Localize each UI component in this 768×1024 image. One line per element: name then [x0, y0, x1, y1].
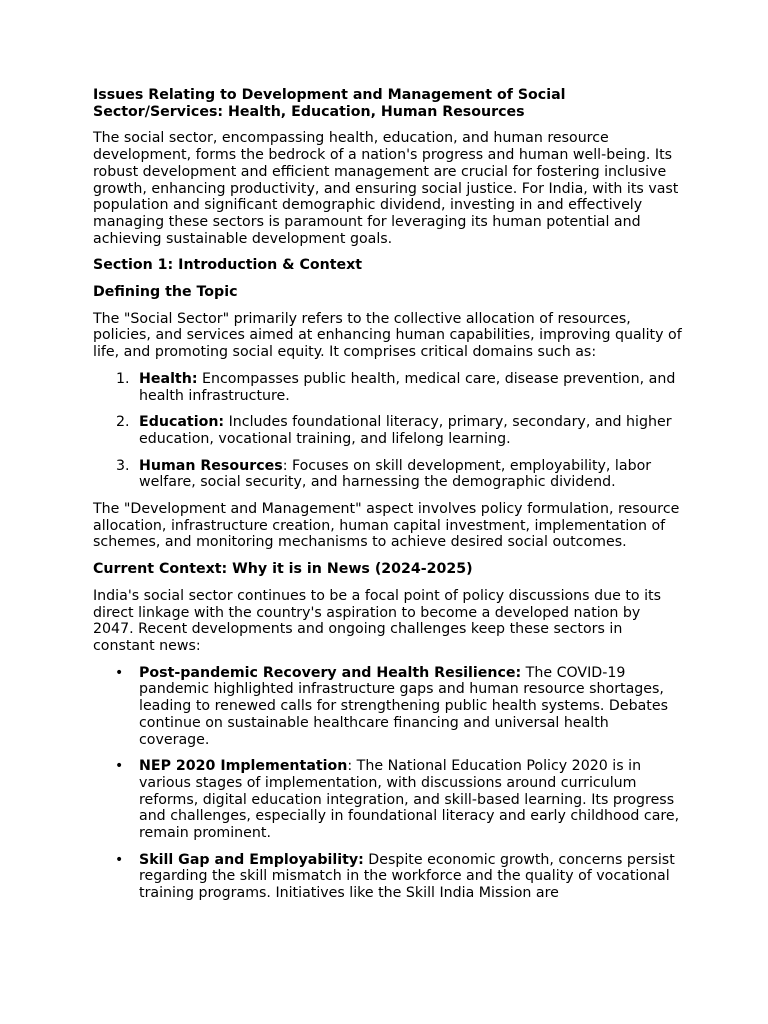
- section-1-heading: Section 1: Introduction & Context: [93, 257, 363, 274]
- bullet-icon: •: [115, 851, 124, 868]
- list-item-text: Despite economic growth, concerns persist regarding the skill mismatch in the workforce and the quality of vocational training programs. Initiatives like the Skill India Mission are: [139, 851, 675, 902]
- news-bullet-list: [93, 665, 683, 902]
- list-item: [93, 458, 683, 491]
- list-item-term: NEP 2020 Implementation: [139, 758, 348, 775]
- list-number: 3.: [116, 457, 130, 474]
- list-item-term: Health:: [139, 370, 198, 387]
- current-context-paragraph: India's social sector continues to be a focal point of policy discussions due to its direct linkage with the country's aspiration to become a developed nation by 2047. Recent developments and ongoing challenges keep these sectors in constant news:: [93, 587, 661, 654]
- document-page: [93, 87, 683, 912]
- list-item: [93, 414, 683, 447]
- list-item-term: Skill Gap and Employability:: [139, 851, 364, 868]
- current-context-heading: Current Context: Why it is in News (2024-2025): [93, 561, 473, 578]
- list-item-text: Encompasses public health, medical care, disease prevention, and health infrastructure.: [139, 370, 676, 404]
- list-number: 2.: [116, 414, 130, 431]
- list-item-text: Includes foundational literacy, primary, secondary, and higher education, vocational training, and lifelong learning.: [139, 414, 672, 447]
- defining-topic-heading: Defining the Topic: [93, 284, 238, 301]
- list-item-text: : The National Education Policy 2020 is in various stages of implementation, with discussions around curriculum reforms, digital education integration, and skill-based learning. Its progress and challenges, especially in foundational literacy and early childhood care, remain prominent.: [139, 758, 680, 842]
- bullet-icon: •: [115, 758, 124, 775]
- list-item-text: : Focuses on skill development, employability, labor welfare, social security, and harnessing the demographic dividend.: [139, 457, 652, 491]
- bullet-icon: •: [115, 664, 124, 681]
- list-item: [93, 665, 683, 749]
- document-title: Issues Relating to Development and Management of Social Sector/Services: Health, Education, Human Resources: [93, 87, 566, 120]
- list-item-text: The COVID-19 pandemic highlighted infrastructure gaps and human resource shortages, leading to renewed calls for strengthening public health systems. Debates continue on sustainable healthcare financing and universal health coverage.: [139, 664, 668, 748]
- domains-list: [93, 371, 683, 491]
- list-number: 1.: [116, 370, 130, 387]
- intro-paragraph: The social sector, encompassing health, education, and human resource development, forms the bedrock of a nation's progress and human well-being. Its robust development and efficient management are crucial for fostering inclusive growth, enhancing productivity, and ensuring social justice. For India, with its vast population and significant demographic dividend, investing in and effectively managing these sectors is paramount for leveraging its human potential and achieving sustainable development goals.: [93, 130, 679, 247]
- list-item: [93, 371, 683, 404]
- list-item-term: Education:: [139, 414, 225, 431]
- list-item-term: Human Resources: [139, 457, 283, 474]
- defining-topic-paragraph: The "Social Sector" primarily refers to the collective allocation of resources, policies, and services aimed at enhancing human capabilities, improving quality of life, and promoting social equity. It comprises critical domains such as:: [93, 310, 682, 361]
- list-item-term: Post-pandemic Recovery and Health Resilience:: [139, 664, 522, 681]
- development-management-paragraph: The "Development and Management" aspect involves policy formulation, resource allocation, infrastructure creation, human capital investment, implementation of schemes, and monitoring mechanisms to achieve desired social outcomes.: [93, 501, 680, 551]
- list-item: [93, 852, 683, 902]
- list-item: [93, 758, 683, 842]
